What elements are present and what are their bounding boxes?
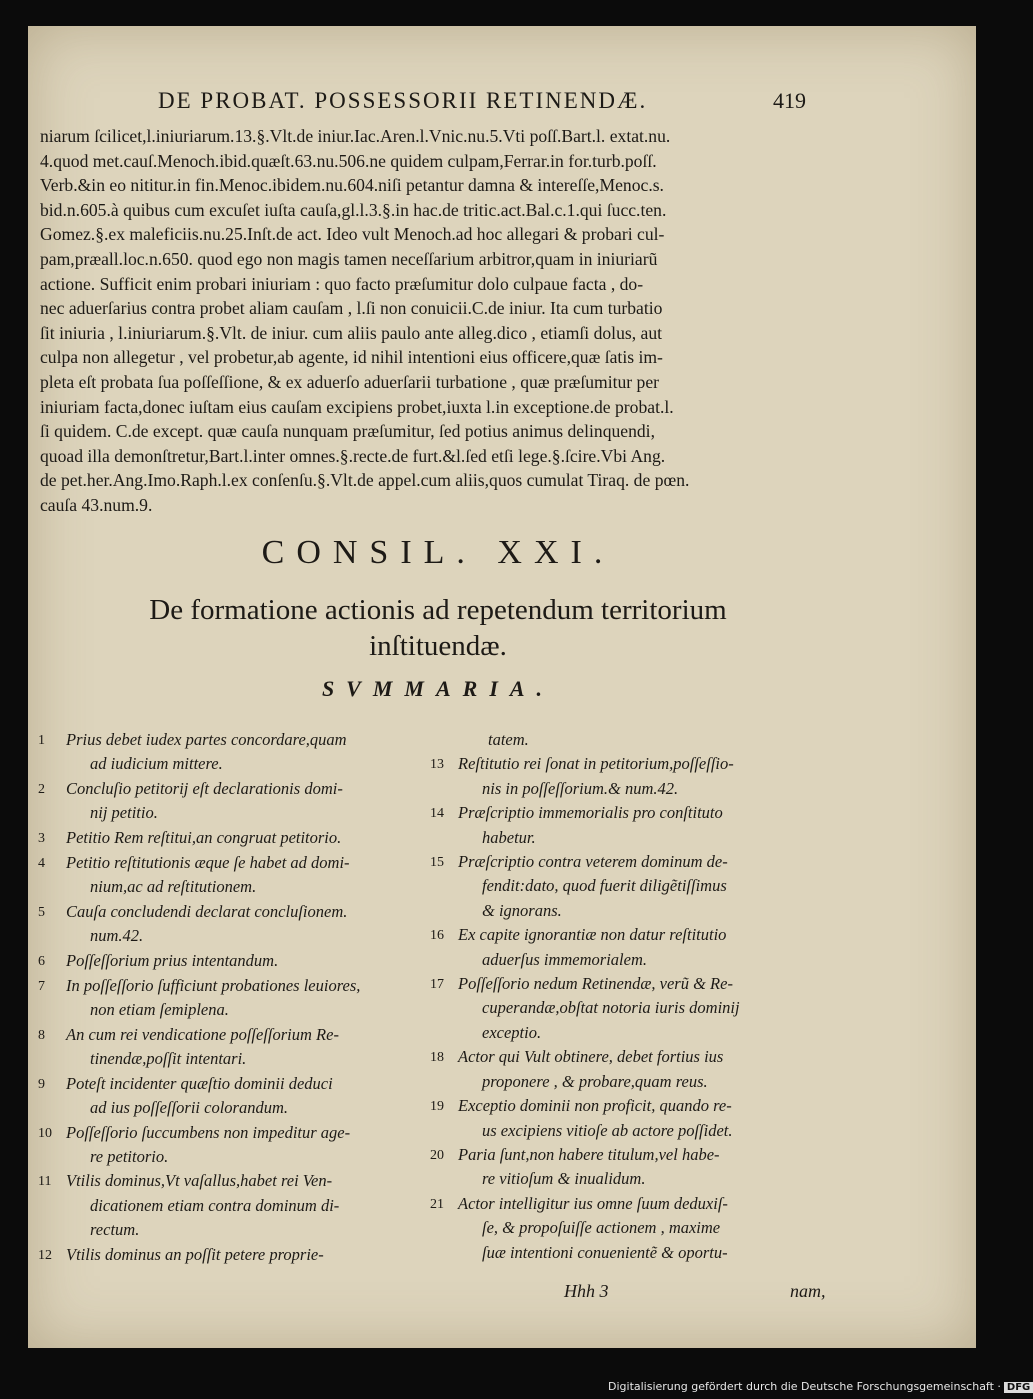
body-line: 4.quod met.cauſ.Menoch.ibid.quæſt.63.nu.506.ne quidem culpam,Ferrar.in for.turb.poſſ. (40, 150, 657, 171)
summary-entry-number: 5 (38, 904, 45, 920)
summary-entry-line: Actor intelligitur ius omne ſuum deduxiſ- (458, 1193, 728, 1213)
body-line: bid.n.605.à quibus cum excuſet iuſta cauſa,gl.l.3.§.in hac.de tritic.act.Bal.c.1.qui ſucc.ten. (40, 199, 667, 220)
body-line: Verb.&in eo nititur.in fin.Menoc.ibidem.nu.604.niſi petantur damna & intereſſe,Menoc.s. (40, 175, 664, 196)
summary-entry-text (458, 1045, 825, 1094)
summary-entry-line: ad ius poſſeſſorii colorandum. (90, 1098, 288, 1118)
summary-entry-text (66, 974, 418, 1023)
summary-entry-text (458, 752, 825, 801)
summary-entry-line: exceptio. (482, 1022, 542, 1042)
summary-entry-number: 7 (38, 979, 45, 995)
summary-entry-line: Vtilis dominus an poſſit petere proprie- (66, 1244, 324, 1264)
summary-entry (38, 1072, 418, 1121)
summary-entry-line: nis in poſſeſſorium.& num.42. (482, 778, 679, 798)
body-line: cauſa 43.num.9. (40, 494, 153, 515)
body-line: Gomez.§.ex maleficiis.nu.25.Inſt.de act. Ideo vult Menoch.ad hoc allegari & probari cul- (40, 224, 665, 245)
digitization-credit (608, 1380, 1031, 1393)
summary-entry-line: Poſſeſſorio nedum Retinendæ, verũ & Re- (458, 974, 733, 994)
summary-entry-text (458, 1143, 825, 1192)
summary-entry-text (66, 1121, 418, 1170)
summary-entry (38, 851, 418, 900)
summary-entry-line: fendit:dato, quod fuerit diligẽtiſſimus (482, 876, 727, 896)
summary-entry-number: 14 (430, 806, 444, 822)
page-header (28, 88, 976, 118)
summary-entry-number: 3 (38, 830, 45, 846)
summary-entry-line: Concluſio petitorij eſt declarationis domi- (66, 778, 343, 798)
summary-entry-line: Poteſt incidenter quæſtio dominii deduci (66, 1073, 333, 1093)
summary-entry-number: 19 (430, 1099, 444, 1115)
body-line: de pet.her.Ang.Imo.Raph.l.ex conſenſu.§.Vlt.de appel.cum aliis,quos cumulat Tiraq. de pœn. (40, 470, 690, 491)
summary-entry-text (66, 900, 418, 949)
summary-entry-number: 15 (430, 855, 444, 871)
summary-entry-number: 4 (38, 856, 45, 872)
section-subtitle (48, 592, 828, 664)
summary-entry (430, 1192, 825, 1265)
summary-entry (38, 1121, 418, 1170)
summary-entry-line: & ignorans. (482, 900, 562, 920)
summary-entry-text (66, 1243, 418, 1268)
summary-entry-line: Exceptio dominii non proficit, quando re- (458, 1096, 732, 1116)
summary-entry (38, 974, 418, 1023)
summary-entry-line: ſuæ intentioni conuenientẽ & oportu- (482, 1242, 728, 1262)
summary-entry-text (458, 1094, 825, 1143)
body-line: culpa non allegetur , vel probetur,ab agente, id nihil intentioni eius officere,quæ ſatis im- (40, 347, 663, 368)
body-line: niarum ſcilicet,l.iniuriarum.13.§.Vlt.de iniur.Iac.Aren.l.Vnic.nu.5.Vti poſſ.Bart.l. extat.nu. (40, 126, 671, 146)
summary-entry-number: 13 (430, 757, 444, 773)
summary-entry-line: aduerſus immemorialem. (482, 949, 647, 969)
summary-entry-line: ad iudicium mittere. (90, 754, 223, 774)
credit-text: Digitalisierung gefördert durch die Deutsche Forschungsgemeinschaft · (608, 1380, 1001, 1393)
summary-entry-text (66, 777, 418, 826)
summary-entry-line: us excipiens vitioſe ab actore poſſidet. (482, 1120, 733, 1140)
body-line: actione. Sufficit enim probari iniuriam : quo facto præſumitur dolo culpaue facta , do- (40, 273, 644, 294)
summary-entry-line: Reſtitutio rei ſonat in petitorium,poſſeſſio- (458, 754, 734, 774)
subtitle-line-1: De formatione actionis ad repetendum territorium (149, 594, 727, 626)
summary-entry-line: Paria ſunt,non habere titulum,vel habe- (458, 1144, 720, 1164)
summary-entry-line: In poſſeſſorio ſufficiunt probationes leuiores, (66, 976, 361, 996)
summary-entry-line: Petitio reſtitutionis æque ſe habet ad domi- (66, 853, 350, 873)
summary-entry-line: Cauſa concludendi declarat concluſionem. (66, 901, 348, 921)
summary-entry-line: re petitorio. (90, 1146, 169, 1166)
summary-entry-text (66, 949, 418, 974)
page-number: 419 (773, 88, 806, 113)
summary-entry (38, 900, 418, 949)
summary-entry-number: 17 (430, 977, 444, 993)
dfg-logo: DFG (1004, 1382, 1033, 1393)
body-line: iniuriam facta,donec iuſtam eius cauſam excipiens probet,iuxta l.in exceptione.de probat.l. (40, 396, 674, 417)
summary-entry (38, 1243, 418, 1268)
summary-entry-number: 2 (38, 781, 45, 797)
body-text (40, 124, 820, 518)
summary-entry (430, 1094, 825, 1143)
summary-entry (430, 801, 825, 850)
summary-entry (430, 752, 825, 801)
summary-entry-text (458, 923, 825, 972)
section-title: CONSIL. XXI. (261, 534, 615, 571)
summary-entry-line: ſe, & propoſuiſſe actionem , maxime (482, 1218, 721, 1238)
subtitle-line-2: inſtituendæ. (369, 630, 507, 662)
summary-entry-line: non etiam ſemiplena. (90, 1000, 229, 1020)
summary-entry (430, 850, 825, 923)
summary-entry-line: dicationem etiam contra dominum di- (90, 1195, 340, 1215)
book-page (28, 26, 976, 1348)
summary-entry (430, 1045, 825, 1094)
summary-entry-line: re vitioſum & inualidum. (482, 1169, 646, 1189)
summary-entry-text (458, 801, 825, 850)
summary-entry-line: Vtilis dominus,Vt vaſallus,habet rei Ven- (66, 1171, 333, 1191)
summary-entry-line: cuperandæ,obſtat notoria iuris dominij (482, 998, 740, 1018)
summary-entry-text (66, 1169, 418, 1242)
summary-entry-line: An cum rei vendicatione poſſeſſorium Re- (66, 1024, 339, 1044)
body-line: ſit iniuria , l.iniuriarum.§.Vlt. de iniur. cum aliis paulo ante alleg.dico , etiamſi dolus, aut (40, 322, 663, 343)
summary-entry-text (66, 1023, 418, 1072)
summary-entry-text (458, 1192, 825, 1265)
summary-entry (430, 923, 825, 972)
signature-mark: Hhh 3 (564, 1281, 609, 1301)
summary-entry-line: Actor qui Vult obtinere, debet fortius ius (458, 1047, 724, 1067)
summary-entry-line: proponere , & probare,quam reus. (482, 1071, 708, 1091)
summary-entry-number: 16 (430, 928, 444, 944)
summary-entry-number: 9 (38, 1076, 45, 1092)
summary-entry (38, 728, 418, 777)
summary-entry-line: Præſcriptio contra veterem dominum de- (458, 852, 728, 872)
summary-entry-line: nij petitio. (90, 803, 158, 823)
summary-entry-text (66, 826, 418, 851)
summary-entry (38, 1023, 418, 1072)
summary-entry-number: 8 (38, 1027, 45, 1043)
summary-entry-number: 6 (38, 953, 45, 969)
summary-entry-text (66, 851, 418, 900)
summary-entry-line: habetur. (482, 827, 536, 847)
summary-entry-line: Petitio Rem reſtitui,an congruat petitorio. (66, 827, 342, 847)
summary-entry (38, 949, 418, 974)
summary-entry-line: Poſſeſſorium prius intentandum. (66, 950, 279, 970)
body-line: quoad illa demonſtretur,Bart.l.inter omnes.§.recte.de furt.&l.ſed etſi lege.§.ſcire.Vbi Ang. (40, 445, 666, 466)
summary-entry-text (458, 850, 825, 923)
summaria-heading: SVMMARIA. (321, 676, 555, 701)
body-line: ſi quidem. C.de except. quæ cauſa nunquam præſumitur, ſed potius animus delinquendi, (40, 421, 655, 442)
summary-entry (38, 777, 418, 826)
summary-entry-line: Ex capite ignorantiæ non datur reſtitutio (458, 925, 727, 945)
summary-entry-number: 10 (38, 1125, 52, 1141)
summary-entry-number: 20 (430, 1147, 444, 1163)
summary-entry-line: Præſcriptio immemorialis pro conſtituto (458, 803, 723, 823)
summary-entry-line: nium,ac ad reſtitutionem. (90, 877, 257, 897)
summary-entry (38, 1169, 418, 1242)
running-head: DE PROBAT. POSSESSORII RETINENDÆ. (158, 88, 648, 113)
summary-continuation: tatem. (488, 730, 529, 749)
summary-column-left (38, 728, 418, 1268)
summary-entry-number: 21 (430, 1196, 444, 1212)
summary-entry-line: Prius debet iudex partes concordare,quam (66, 730, 347, 749)
summary-entry-number: 1 (38, 733, 45, 748)
summary-entry-text (66, 728, 418, 777)
summary-entry-text (66, 1072, 418, 1121)
summary-entry-line: rectum. (90, 1220, 140, 1240)
summary-entry-line: tinendæ,poſſit intentari. (90, 1049, 247, 1069)
summary-entry-number: 11 (38, 1174, 52, 1190)
body-line: pam,præall.loc.n.650. quod ego non magis tamen neceſſarium arbitror,quam in iniuriarũ (40, 248, 658, 269)
summary-column-right (430, 728, 825, 1265)
summary-entry-line: num.42. (90, 926, 144, 946)
summary-entry (430, 972, 825, 1045)
body-line: pleta eſt probata ſua poſſeſſione, & ex aduerſo aduerſarii turbatione , quæ præſumitur per (40, 371, 660, 392)
summary-entry (430, 1143, 825, 1192)
body-line: nec aduerſarius contra probet aliam cauſam , l.ſi non conuicii.C.de iniur. Ita cum turbatio (40, 298, 663, 319)
summary-entry (38, 826, 418, 851)
summary-entry-number: 18 (430, 1050, 444, 1066)
catchword: nam, (790, 1281, 826, 1301)
summary-entry-line: Poſſeſſorio ſuccumbens non impeditur age- (66, 1122, 351, 1142)
summary-entry-text (458, 972, 825, 1045)
summary-entry-number: 12 (38, 1247, 52, 1263)
